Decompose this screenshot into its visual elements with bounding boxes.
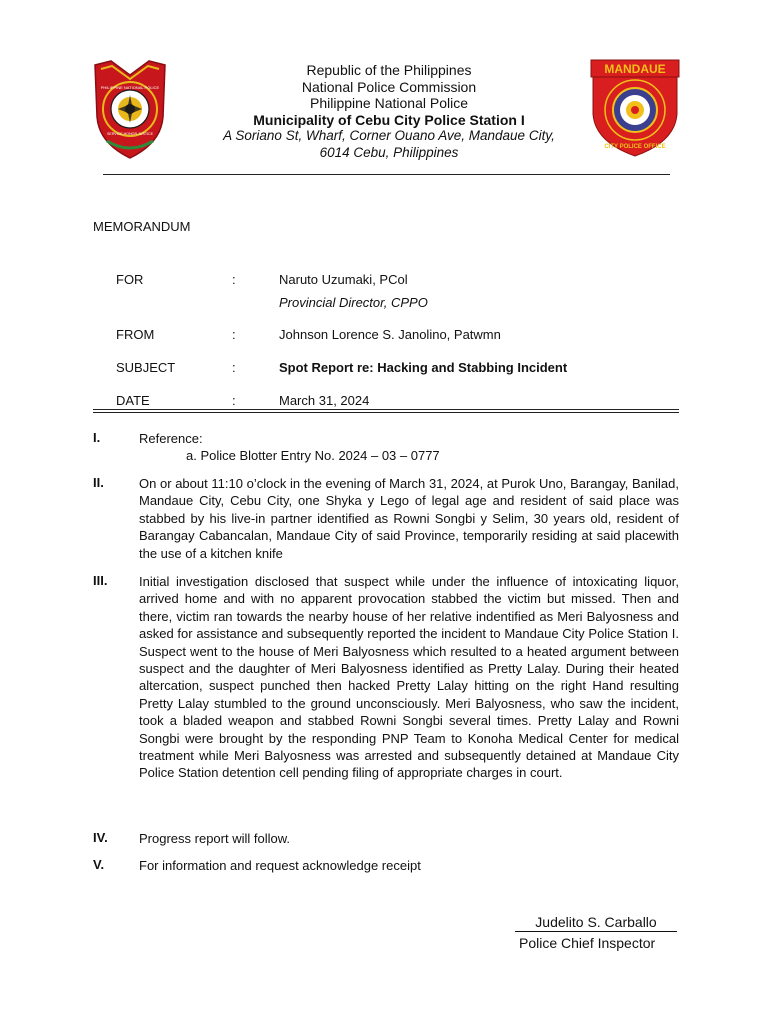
divider-line-2 xyxy=(93,412,679,413)
for-colon: : xyxy=(232,272,236,287)
letterhead xyxy=(200,62,578,161)
date-label: DATE xyxy=(116,393,150,408)
section-3-number: III. xyxy=(93,573,108,588)
from-value: Johnson Lorence S. Janolino, Patwmn xyxy=(279,327,501,342)
section-3-text: Initial investigation disclosed that suspect while under the influence of intoxicating liquor, arrived home and with no apparent provocation stabbed the victim but missed. Then and there, victim ran towards the nearby house of her relative indentified as Meri Balyosness and asked for assistance and subsequently reported the incident to Mandaue City Police Station I. Suspect went to the house of Meri Balyosness which resulted to a heated argument between suspect and the daughter of Meri Balyosness identified as Pretty Lalay. During their heated altercation, suspect punched then hacked Pretty Lalay hitting on the right Hand resulting Pretty Lalay stumbled to the ground unconsciously. Meri Balyosness, who saw the incident, took a bladed weapon and stabbed Rowni Songbi several times. Pretty Lalay and Rowni Songbi were brought by the responding PNP Team to Konoha Medical Center for medical treatment while Meri Balyosness was arrested and subsequently detained at Mandaue City Police Station detention cell pending filing of appropriate charges in court. xyxy=(139,574,679,781)
header-divider xyxy=(103,174,670,175)
header-pnp: Philippine National Police xyxy=(310,95,468,111)
svg-text:PHILIPPINE NATIONAL POLICE: PHILIPPINE NATIONAL POLICE xyxy=(100,85,160,90)
for-label: FOR xyxy=(116,272,144,287)
signatory-name: Judelito S. Carballo xyxy=(515,914,677,932)
section-4-text: Progress report will follow. xyxy=(139,831,290,846)
section-5-number: V. xyxy=(93,857,105,872)
svg-text:MANDAUE: MANDAUE xyxy=(604,62,666,76)
section-2-number: II. xyxy=(93,475,104,490)
for-position: Provincial Director, CPPO xyxy=(279,295,428,310)
header-address-line1: A Soriano St, Wharf, Corner Ouano Ave, Mandaue City, xyxy=(223,128,555,143)
header-address-line2: 6014 Cebu, Philippines xyxy=(319,144,459,160)
section-5-text: For information and request acknowledge receipt xyxy=(139,858,421,873)
subject-colon: : xyxy=(232,360,236,375)
from-colon: : xyxy=(232,327,236,342)
from-label: FROM xyxy=(116,327,155,342)
header-napolcom: National Police Commission xyxy=(301,78,477,95)
subject-label: SUBJECT xyxy=(116,360,176,375)
date-colon: : xyxy=(232,393,236,408)
date-value: March 31, 2024 xyxy=(279,393,370,408)
section-4-number: IV. xyxy=(93,830,108,845)
reference-item: a. Police Blotter Entry No. 2024 – 03 – 0777 xyxy=(186,448,440,463)
header-station: Municipality of Cebu City Police Station I xyxy=(253,111,525,128)
divider-line-1 xyxy=(93,409,679,410)
svg-text:SERVICE HONOR JUSTICE: SERVICE HONOR JUSTICE xyxy=(106,132,154,136)
subject-value: Spot Report re: Hacking and Stabbing Incident xyxy=(279,360,568,375)
section-1-title: Reference: xyxy=(139,431,203,446)
pnp-seal-icon xyxy=(91,59,169,160)
section-2-text: On or about 11:10 o’clock in the evening of March 31, 2024, at Purok Uno, Barangay, Banilad, Mandaue City, Cebu City, one Shyka y Lego of legal age and resident of said place was stabbed by his live-in partner identified as Rowni Songbi y Selim, 30 years old, resident of Barangay Cabancalan, Mandaue City of said Province, temporarily residing at said placewith the use of a kitchen knife xyxy=(139,476,679,561)
header-republic: Republic of the Philippines xyxy=(306,62,472,78)
memo-title: MEMORANDUM xyxy=(93,219,191,234)
signatory-title: Police Chief Inspector xyxy=(519,935,656,951)
for-value: Naruto Uzumaki, PCol xyxy=(279,272,408,287)
section-1-number: I. xyxy=(93,430,101,445)
svg-text:CITY POLICE OFFICE: CITY POLICE OFFICE xyxy=(604,144,666,150)
mandaue-police-seal-icon xyxy=(589,58,681,158)
